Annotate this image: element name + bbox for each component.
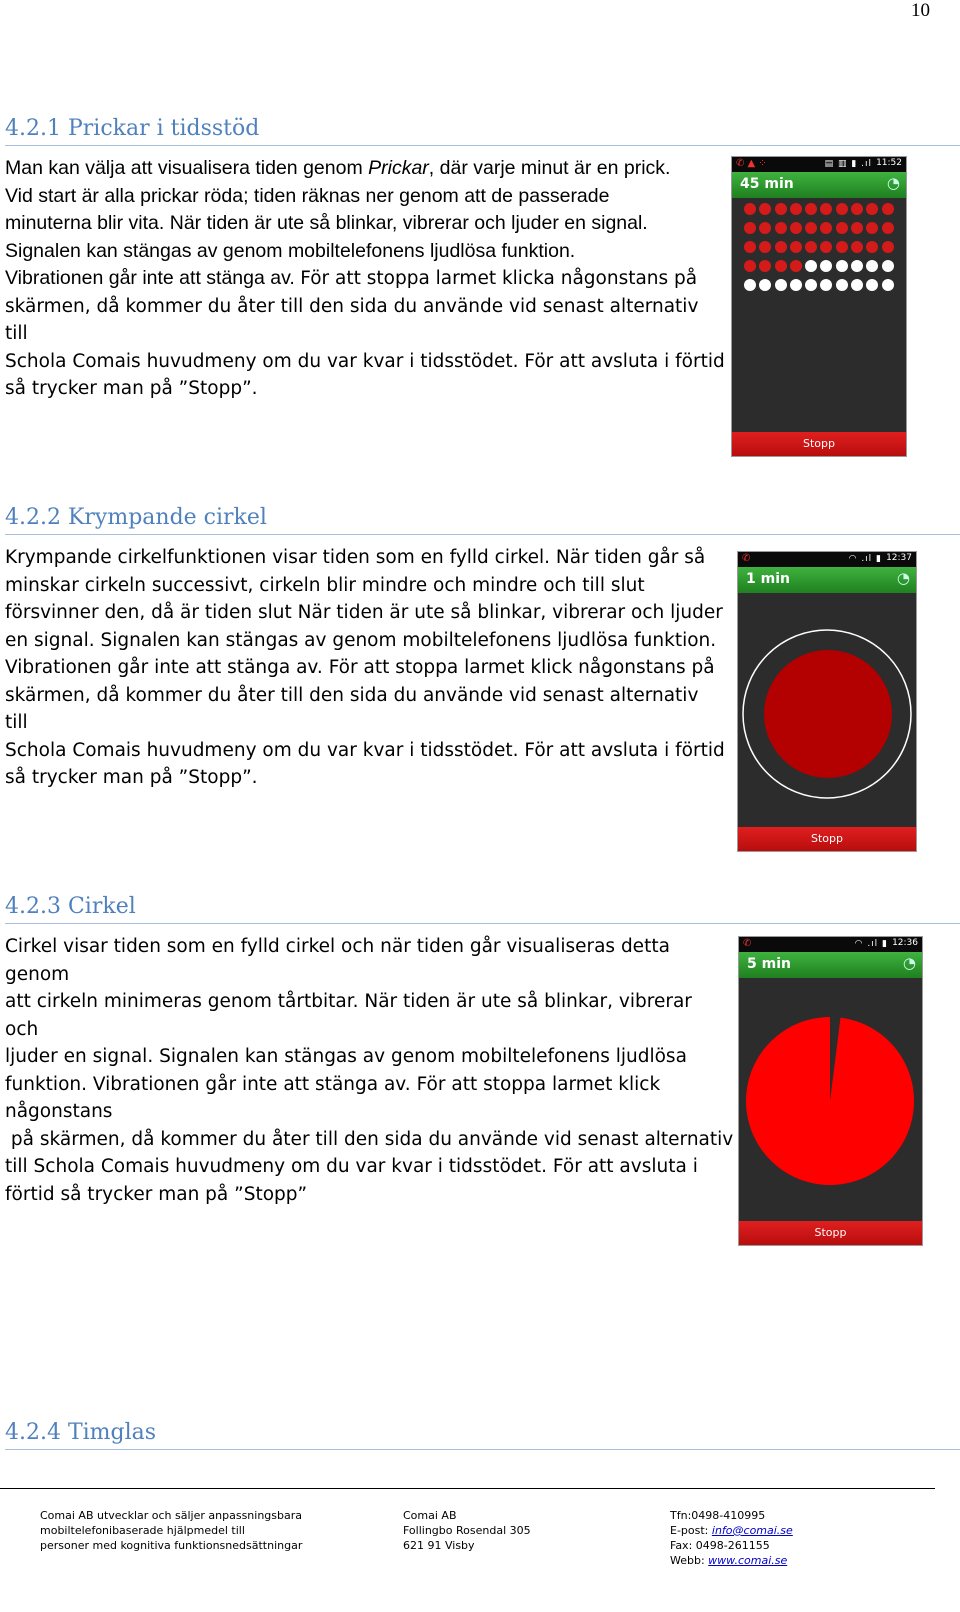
notification-icon: ✆ [742, 553, 751, 564]
status-bar [739, 937, 922, 952]
signal-icons: ◠ .ıl ▮ [848, 554, 882, 564]
section-heading-prickar: 4.2.1 Prickar i tidsstöd [5, 116, 960, 146]
minute-dot [851, 260, 863, 272]
status-bar [738, 552, 916, 567]
minute-dot [866, 241, 878, 253]
signal-icons: ▤ ▥ ▮ .ıl [824, 159, 872, 169]
footer-line: Comai AB [403, 1509, 457, 1522]
timer-header [739, 952, 922, 978]
minute-dot [805, 203, 817, 215]
minute-dot [790, 241, 802, 253]
text-line: en signal. Signalen kan stängas av genom mobiltelefonens ljudlösa funktion. [5, 629, 717, 651]
minute-dot [866, 279, 878, 291]
minute-dot [759, 279, 771, 291]
minute-dot [790, 260, 802, 272]
text-line: skärmen, då kommer du åter till den sida du använde vid senast alternativ till [5, 295, 699, 344]
minute-dot [744, 203, 756, 215]
footer-divider [0, 1488, 935, 1489]
text-line: förtid så trycker man på ”Stopp” [5, 1183, 308, 1205]
text-line: skärmen, då kommer du åter till den sida du använde vid senast alternativ till [5, 684, 699, 733]
pie-remaining [746, 1017, 914, 1185]
pie-timer[interactable] [739, 981, 922, 1217]
minute-dot [775, 279, 787, 291]
minute-dot [759, 260, 771, 272]
minute-dot [882, 279, 894, 291]
minute-dot [775, 241, 787, 253]
stop-button[interactable]: Stopp [739, 1221, 922, 1245]
minute-dot [805, 222, 817, 234]
minute-dot [820, 279, 832, 291]
text-line: , där varje minut är en prick. [428, 157, 671, 179]
minute-dot [882, 203, 894, 215]
text-line: funktion. Vibrationen går inte att stänga av. För att stoppa larmet klick [5, 1073, 661, 1095]
timer-label: 45 min [740, 176, 794, 192]
timer-header [738, 567, 916, 593]
minute-dot [805, 260, 817, 272]
minute-dot [790, 203, 802, 215]
status-time: 12:37 [886, 553, 912, 563]
email-link[interactable]: info@comai.se [711, 1524, 793, 1537]
minute-dot [866, 203, 878, 215]
minute-dot [836, 260, 848, 272]
notification-icon: ✆ [743, 938, 752, 949]
status-time: 11:52 [876, 158, 902, 168]
minute-dot [866, 222, 878, 234]
text-line: någonstans [5, 1101, 113, 1122]
phone-screenshot-prickar [731, 156, 907, 457]
footer-web [670, 1553, 793, 1568]
footer-email [670, 1523, 793, 1538]
web-label: Webb: [670, 1554, 709, 1567]
clock-icon: ◔ [896, 569, 910, 587]
footer-company-description [40, 1508, 302, 1553]
minute-dot [759, 222, 771, 234]
stop-button[interactable]: Stopp [732, 432, 906, 456]
minute-dot [851, 241, 863, 253]
remaining-circle [764, 650, 892, 778]
minute-dot [820, 260, 832, 272]
minute-dot [744, 260, 756, 272]
timer-header [732, 172, 906, 198]
phone-screenshot-krympande [737, 551, 917, 852]
text-line: För att stoppa larmet klicka någonstans på [300, 268, 698, 289]
stop-button[interactable]: Stopp [738, 827, 916, 851]
text-line: att cirkeln minimeras genom tårtbitar. När tiden är ute så blinkar, vibrerar och [5, 991, 692, 1040]
minute-dot [820, 241, 832, 253]
text-line: på skärmen, då kommer du åter till den sida du använde vid senast alternativ [5, 1128, 734, 1150]
minute-dot [820, 203, 832, 215]
minute-dot [836, 241, 848, 253]
text-line: till Schola Comais huvudmeny om du var kvar i tidsstödet. För att avsluta i [5, 1156, 698, 1177]
text-emphasis: Prickar [368, 157, 429, 179]
clock-icon: ◔ [902, 954, 916, 972]
text-line: Vid start är alla prickar röda; tiden räknas ner genom att de passerade [5, 184, 610, 207]
minute-dot [882, 222, 894, 234]
minute-dot [744, 241, 756, 253]
minute-dot [775, 222, 787, 234]
footer-address [403, 1508, 531, 1553]
minute-dot [759, 203, 771, 215]
minute-dot [744, 222, 756, 234]
shrinking-circle[interactable] [738, 596, 916, 824]
footer-phone: Tfn:0498-410995 [670, 1509, 766, 1522]
email-label: E-post: [670, 1524, 712, 1537]
minute-dot [866, 260, 878, 272]
minute-dot [790, 279, 802, 291]
minute-dot [805, 241, 817, 253]
minute-dot [851, 203, 863, 215]
text-line: så trycker man på ”Stopp”. [5, 378, 258, 399]
text-line: försvinner den, då är tiden slut När tiden är ute så blinkar, vibrerar och ljuder [5, 602, 723, 623]
minute-dot [836, 222, 848, 234]
footer-line: Comai AB utvecklar och säljer anpassningsbara [40, 1509, 302, 1522]
minute-dot [790, 222, 802, 234]
text-line: Vibrationen går inte att stänga av. [5, 267, 301, 289]
section-text-prickar [5, 155, 725, 403]
footer-contact [670, 1508, 793, 1568]
timer-label: 1 min [746, 571, 790, 587]
clock-icon: ◔ [886, 174, 900, 192]
text-line: Cirkel visar tiden som en fylld cirkel och när tiden går visualiseras detta genom [5, 936, 670, 985]
text-line: Schola Comais huvudmeny om du var kvar i tidsstödet. För att avsluta i förtid [5, 739, 725, 761]
section-heading-cirkel: 4.2.3 Cirkel [5, 894, 960, 924]
text-line: Vibrationen går inte att stänga av. För att stoppa larmet klick någonstans på [5, 657, 715, 678]
signal-icons: ◠ .ıl ▮ [854, 939, 888, 949]
minute-dot [775, 260, 787, 272]
section-text-krympande [5, 544, 725, 792]
minute-dot [805, 279, 817, 291]
minute-dot [744, 279, 756, 291]
minute-dot [820, 222, 832, 234]
section-text-cirkel [5, 933, 734, 1208]
minute-dot [851, 222, 863, 234]
timer-label: 5 min [747, 956, 791, 972]
phone-screenshot-cirkel [738, 936, 923, 1246]
section-heading-krympande: 4.2.2 Krympande cirkel [5, 505, 960, 535]
footer-line: 621 91 Visby [403, 1539, 475, 1552]
footer-line: Follingbo Rosendal 305 [403, 1524, 531, 1537]
minute-dot [882, 241, 894, 253]
text-line: ljuder en signal. Signalen kan stängas av genom mobiltelefonens ljudlösa [5, 1046, 687, 1067]
footer-line: mobiltelefonibaserade hjälpmedel till [40, 1524, 245, 1537]
status-bar [732, 157, 906, 172]
text-line: Krympande cirkelfunktionen visar tiden som en fylld cirkel. När tiden går så [5, 547, 706, 568]
section-heading-timglas: 4.2.4 Timglas [5, 1420, 960, 1450]
minute-dot [836, 203, 848, 215]
minute-dot [775, 203, 787, 215]
footer-line: personer med kognitiva funktionsnedsättningar [40, 1539, 303, 1552]
page-number: 10 [911, 0, 930, 21]
text-line: Man kan välja att visualisera tiden genom [5, 157, 369, 179]
minute-dot [851, 279, 863, 291]
text-line: så trycker man på ”Stopp”. [5, 767, 258, 788]
text-line: Schola Comais huvudmeny om du var kvar i tidsstödet. För att avsluta i förtid [5, 350, 725, 372]
footer-fax: Fax: 0498-261155 [670, 1539, 770, 1552]
minute-dots[interactable] [744, 203, 909, 298]
status-time: 12:36 [892, 938, 918, 948]
notification-icon: ✆ ▲ ⁘ [736, 158, 767, 169]
minute-dot [882, 260, 894, 272]
minute-dot [836, 279, 848, 291]
web-link[interactable]: www.comai.se [708, 1554, 788, 1567]
text-line: minskar cirkeln successivt, cirkeln blir mindre och mindre och till slut [5, 574, 645, 596]
minute-dot [759, 241, 771, 253]
text-line: minuterna blir vita. När tiden är ute så blinkar, vibrerar och ljuder en signal. [5, 212, 648, 234]
text-line: Signalen kan stängas av genom mobiltelefonens ljudlösa funktion. [5, 239, 576, 262]
